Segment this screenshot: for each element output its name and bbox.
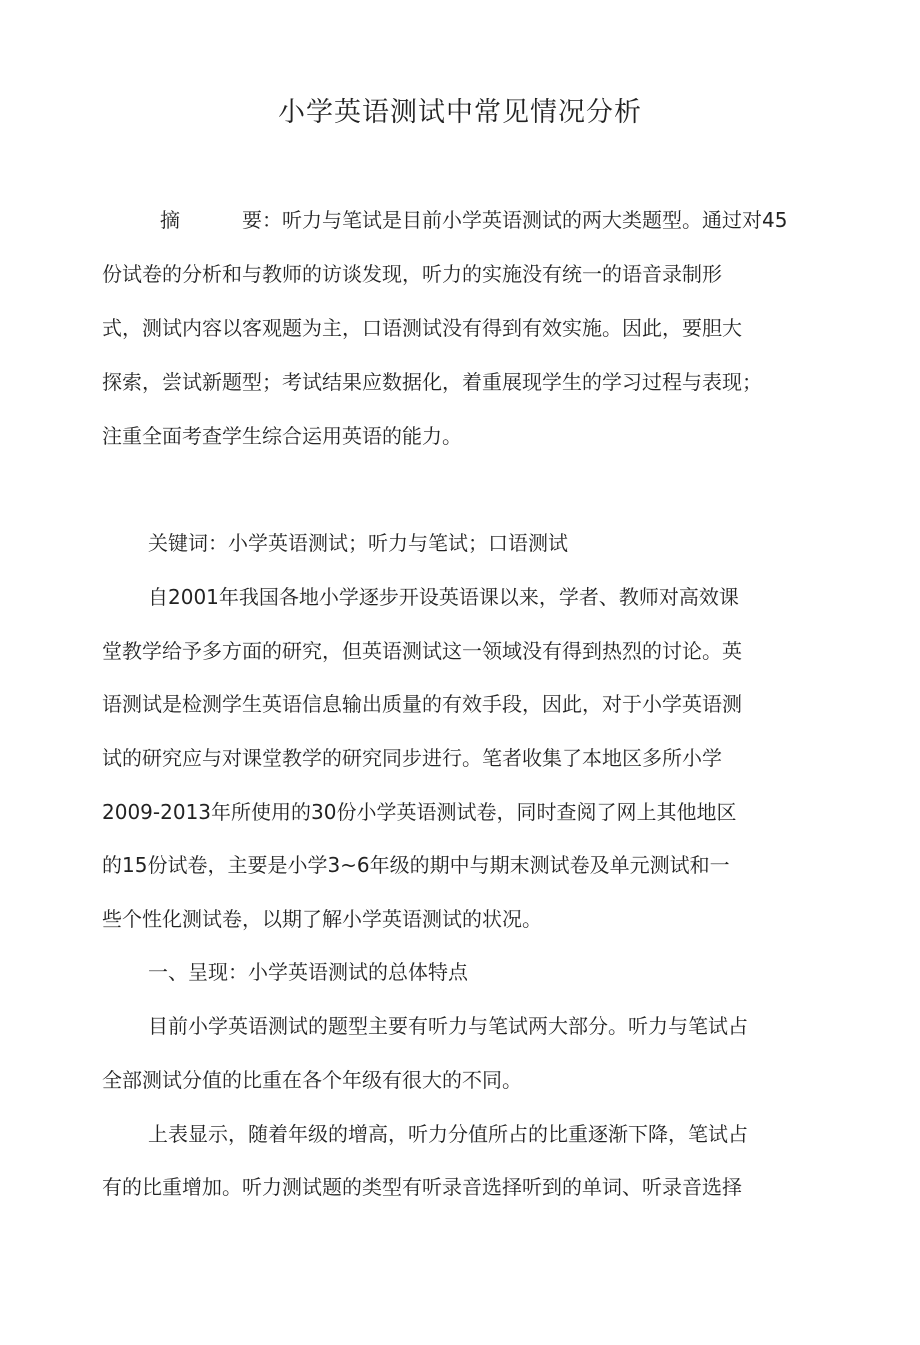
body-line: 全部测试分值的比重在各个年级有很大的不同。 (102, 1068, 522, 1092)
body-line: 上表显示，随着年级的增高，听力分值所占的比重逐渐下降，笔试占 (148, 1122, 748, 1146)
abstract-line: 注重全面考查学生综合运用英语的能力。 (102, 424, 462, 448)
abstract-line: 份试卷的分析和与教师的访谈发现，听力的实施没有统一的语音录制形 (102, 262, 722, 286)
section-heading: 一、呈现：小学英语测试的总体特点 (148, 960, 468, 984)
abstract-label-part2: 要： (242, 208, 282, 232)
intro-line: 的15份试卷，主要是小学3~6年级的期中与期末测试卷及单元测试和一 (102, 853, 730, 877)
document-title: 小学英语测试中常见情况分析 (278, 97, 642, 128)
abstract-label-part1: 摘 (160, 208, 180, 232)
intro-line: 试的研究应与对课堂教学的研究同步进行。笔者收集了本地区多所小学 (102, 746, 722, 770)
abstract-line: 探索，尝试新题型；考试结果应数据化，着重展现学生的学习过程与表现； (102, 370, 762, 394)
abstract-first-line (160, 206, 787, 234)
intro-line: 2009-2013年所使用的30份小学英语测试卷，同时查阅了网上其他地区 (102, 800, 737, 824)
body-line: 目前小学英语测试的题型主要有听力与笔试两大部分。听力与笔试占 (148, 1014, 748, 1038)
intro-line: 堂教学给予多方面的研究，但英语测试这一领域没有得到热烈的讨论。英 (102, 639, 742, 663)
abstract-line: 式，测试内容以客观题为主，口语测试没有得到有效实施。因此，要胆大 (102, 316, 742, 340)
intro-line: 些个性化测试卷，以期了解小学英语测试的状况。 (102, 907, 542, 931)
intro-line: 语测试是检测学生英语信息输出质量的有效手段，因此，对于小学英语测 (102, 692, 742, 716)
body-line: 有的比重增加。听力测试题的类型有听录音选择听到的单词、听录音选择 (102, 1175, 742, 1199)
abstract-line: 听力与笔试是目前小学英语测试的两大类题型。通过对45 (282, 208, 788, 232)
intro-line: 自2001年我国各地小学逐步开设英语课以来，学者、教师对高效课 (148, 585, 739, 609)
keywords-line: 关键词：小学英语测试；听力与笔试；口语测试 (148, 531, 568, 555)
